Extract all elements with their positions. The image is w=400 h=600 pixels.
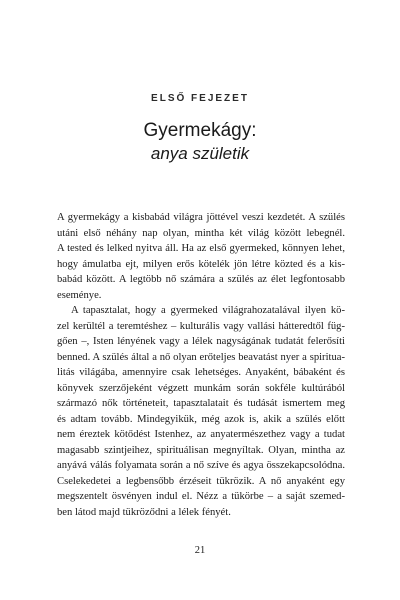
text-line: zel kerültél a teremtéshez – kulturális vagy vallási hátteredtől füg- [57,320,345,332]
body-text [57,210,345,520]
text-line: magasabb szintjeihez, spirituálisan megnyíltak. Olyan, mintha az [57,444,345,456]
paragraph-1 [57,210,345,303]
chapter-label: ELSŐ FEJEZET [151,93,249,104]
chapter-subtitle: anya születik [150,144,250,163]
text-line: Cselekedetei a legbensőbb érzéseit tükrözik. A nő anyaként egy [57,475,345,487]
text-line: származó nők történeteit, tapasztalatait és tudását ismertem meg [57,398,345,409]
text-line: benned. A szülés által a nő olyan erőteljes beavatást nyer a spiritua- [57,351,345,363]
text-line: anyává válás folyamata során a nő szíve és agya összekapcsolódna. [57,460,345,471]
text-line: megszentelt ösvényen indul el. Nézz a tükörbe – a saját szemed- [57,491,345,502]
text-line: babád között. A legtöbb nő számára a szülés az élet legfontosabb [57,274,345,285]
text-line: gően –, Isten lényének vagy a lélek nagyságának tudatát felerősíti [57,336,345,347]
page-number: 21 [194,545,206,556]
text-line: hogy ámulatba ejt, milyen erős kötelék jön létre közted és a kis- [57,258,345,270]
chapter-title: Gyermekágy: [143,120,257,141]
text-line: és adtam tovább. Mindegyikük, még azok is, akik a szülés előtt [57,413,345,425]
text-line: A gyermekágy a kisbabád világra jöttével veszi kezdetét. A szülés [57,212,345,223]
paragraph-2 [57,303,345,520]
text-line: könyvek szerzőjeként végzett munkám során sokféle kultúrából [57,382,345,394]
text-line: A tested és lelked nyitva áll. Ha az első gyermeked, könnyen lehet, [57,243,345,254]
text-line: utáni első néhány nap olyan, mintha két világ között lebegnél. [57,227,345,239]
text-line: litás világába, amennyire csak lehetséges. Anyaként, bábaként és [57,367,345,378]
text-line: eseménye. [57,289,102,301]
text-line: ben látod majd tükröződni a lélek fényét. [57,506,231,518]
text-line: nem éreztek kötődést Istenhez, az anyatermészethez vagy a tudat [57,429,345,440]
text-line: A tapasztalat, hogy a gyermeked világrahozatalával ilyen kö- [71,305,345,316]
